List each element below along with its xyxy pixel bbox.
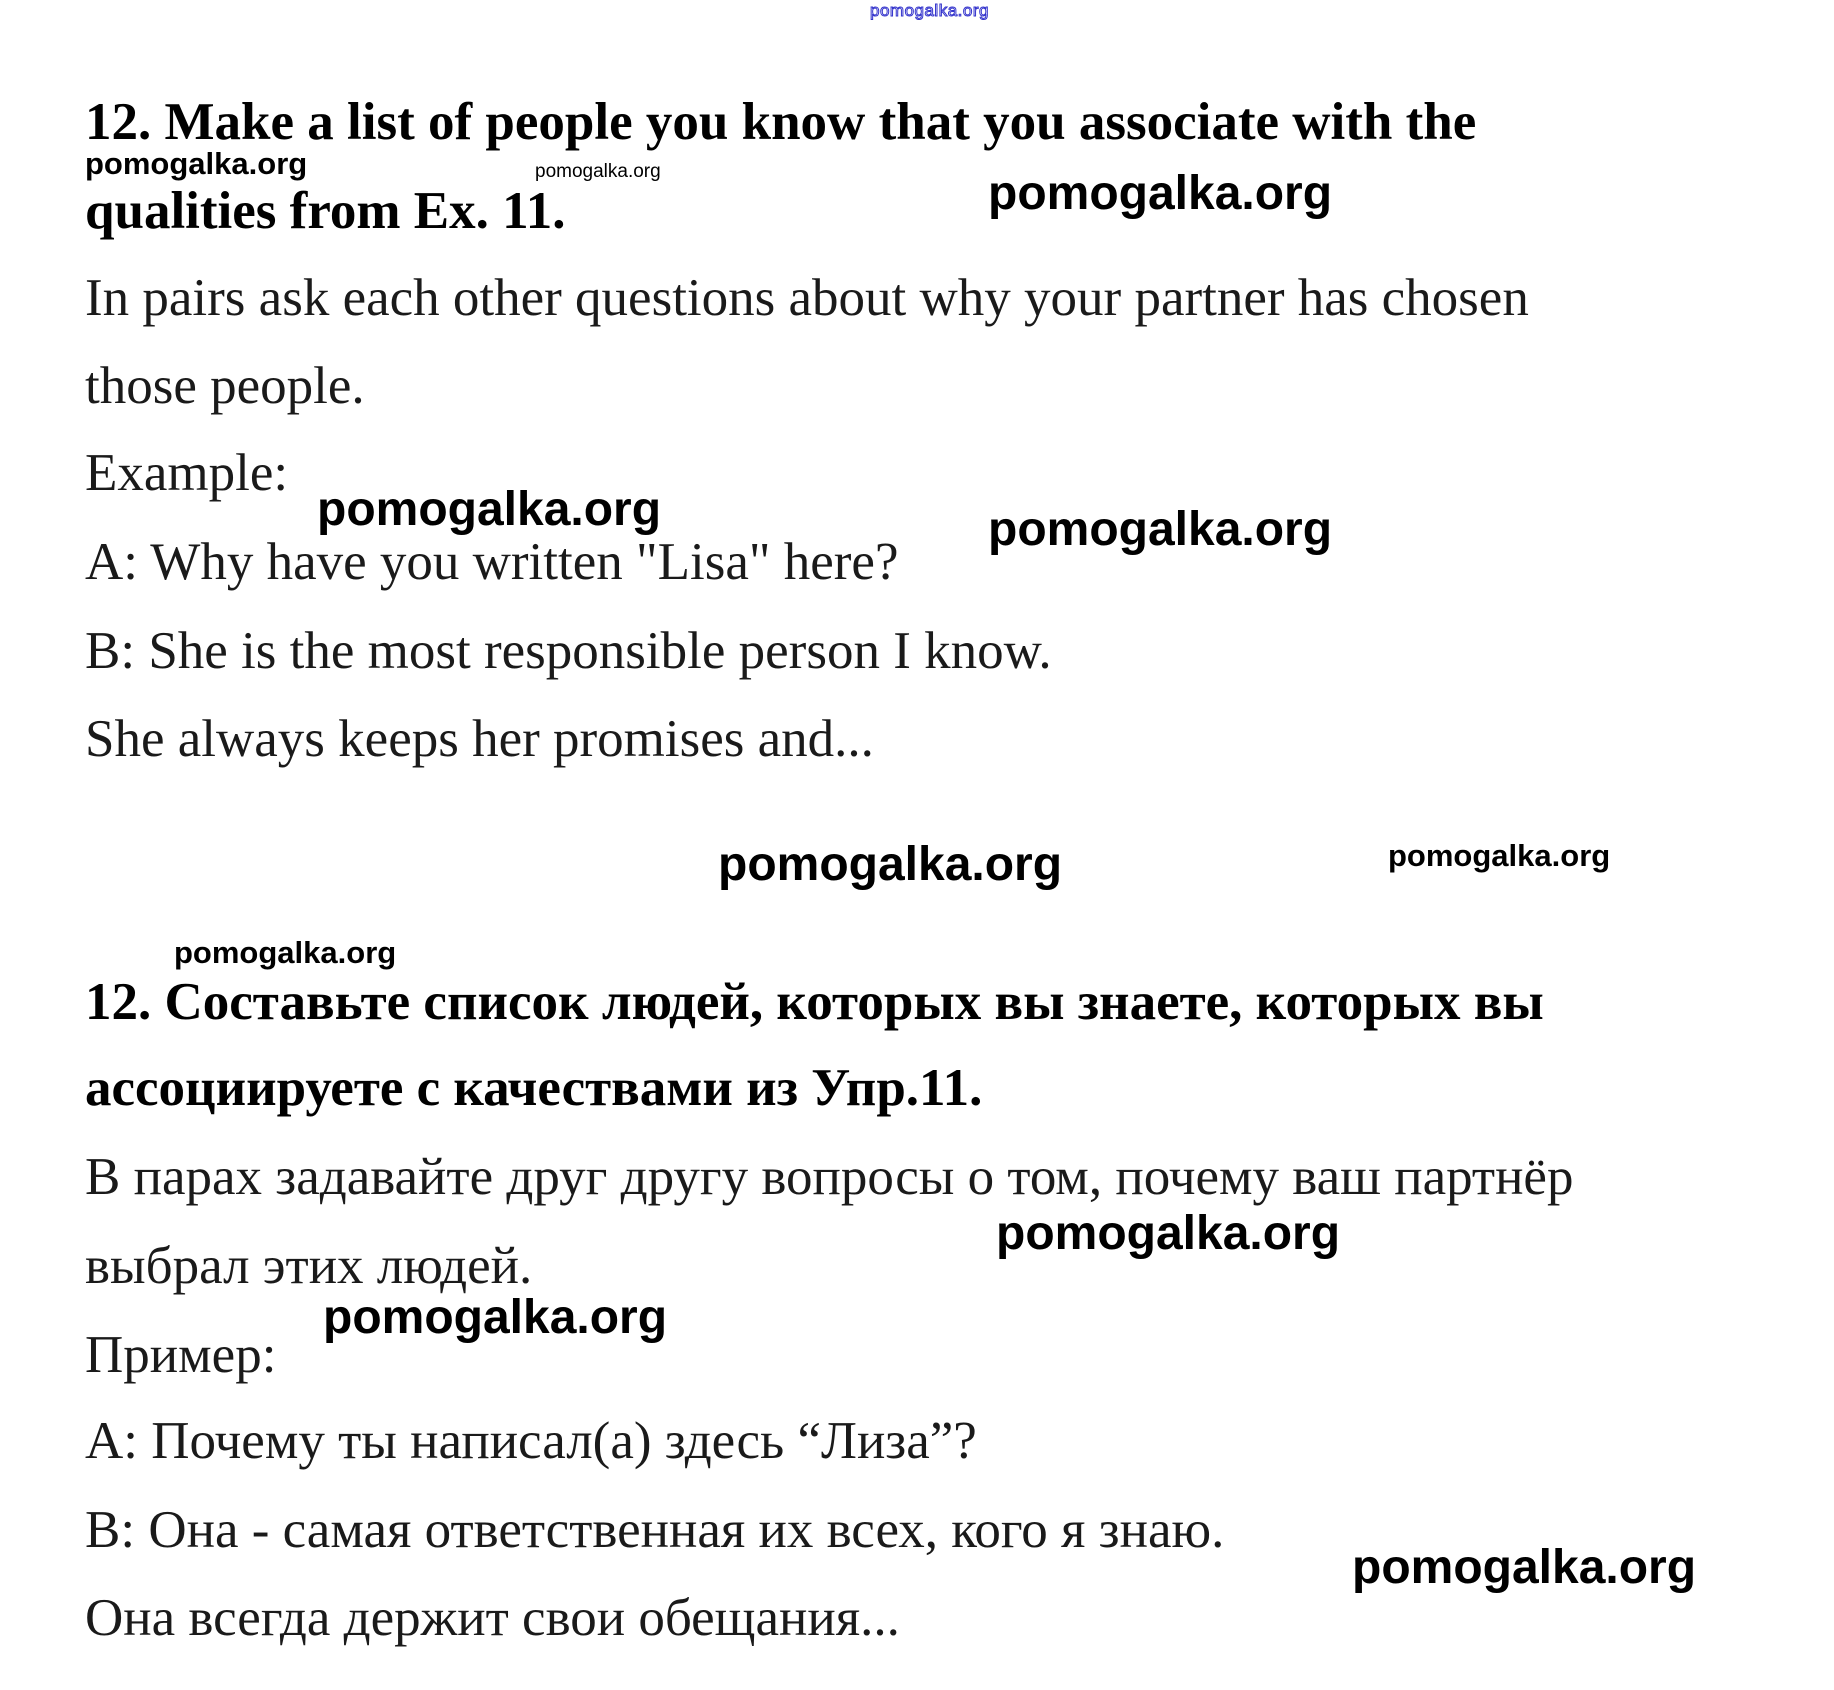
instruction-ru: В парах задавайте друг другу вопросы о том, почему ваш партнёр — [85, 1148, 1574, 1206]
watermark-top: pomogalka.org — [870, 1, 989, 20]
dialogue-a-ru: А: Почему ты написал(а) здесь “Лиза”? — [85, 1412, 977, 1470]
dialogue-b-ru: В: Она - самая ответственная их всех, кого я знаю. — [85, 1501, 1225, 1559]
example-label-ru: Пример: — [85, 1326, 277, 1384]
watermark: pomogalka.org — [1388, 838, 1611, 873]
watermark: pomogalka.org — [323, 1291, 668, 1344]
watermark: pomogalka.org — [85, 146, 308, 181]
dialogue-c-en: She always keeps her promises and... — [85, 710, 874, 768]
watermark: pomogalka.org — [317, 483, 662, 536]
watermark: pomogalka.org — [988, 167, 1333, 220]
instruction-ru-cont: выбрал этих людей. — [85, 1237, 533, 1295]
exercise-heading-ru: 12. Составьте список людей, которых вы знаете, которых вы — [85, 973, 1544, 1031]
watermark: pomogalka.org — [988, 503, 1333, 556]
dialogue-b-en: B: She is the most responsible person I know. — [85, 622, 1052, 680]
watermark: pomogalka.org — [718, 838, 1063, 891]
watermark: pomogalka.org — [996, 1207, 1341, 1260]
dialogue-c-ru: Она всегда держит свои обещания... — [85, 1589, 900, 1647]
dialogue-a-en: A: Why have you written "Lisa" here? — [85, 533, 899, 591]
example-label-en: Example: — [85, 444, 289, 502]
instruction-en: In pairs ask each other questions about why your partner has chosen — [85, 269, 1529, 327]
watermark: pomogalka.org — [174, 935, 397, 970]
exercise-heading-ru-cont: ассоциируете с качествами из Упр.11. — [85, 1059, 983, 1117]
exercise-heading-en: 12. Make a list of people you know that you associate with the — [85, 93, 1477, 151]
watermark: pomogalka.org — [535, 161, 661, 182]
exercise-heading-en-cont: qualities from Ex. 11. — [85, 182, 566, 240]
watermark: pomogalka.org — [1352, 1541, 1697, 1594]
instruction-en-cont: those people. — [85, 357, 365, 415]
